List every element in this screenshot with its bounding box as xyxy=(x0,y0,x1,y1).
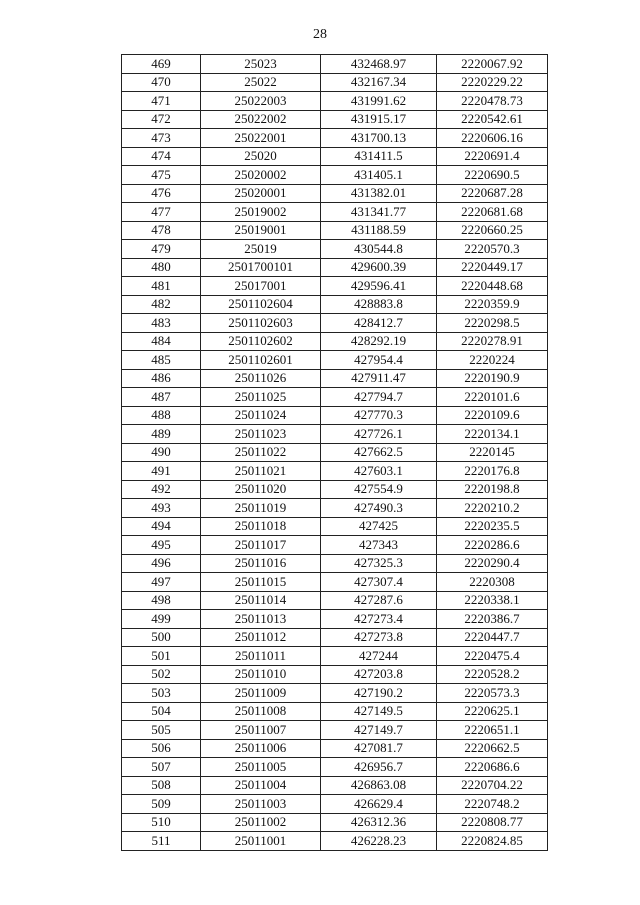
table-row xyxy=(122,258,548,277)
point-id-cell: 25011008 xyxy=(201,702,321,721)
x-coordinate-cell: 426629.4 xyxy=(321,795,437,814)
x-coordinate-cell: 427554.9 xyxy=(321,480,437,499)
x-coordinate-cell: 427662.5 xyxy=(321,443,437,462)
x-coordinate-cell: 431991.62 xyxy=(321,92,437,111)
table-row xyxy=(122,721,548,740)
point-id-cell: 25011017 xyxy=(201,536,321,555)
point-id-cell: 25011002 xyxy=(201,813,321,832)
y-coordinate-cell: 2220808.77 xyxy=(437,813,548,832)
table-row xyxy=(122,129,548,148)
x-coordinate-cell: 431188.59 xyxy=(321,221,437,240)
table-row xyxy=(122,221,548,240)
row-number-cell: 491 xyxy=(122,462,201,481)
row-number-cell: 494 xyxy=(122,517,201,536)
point-id-cell: 2501102604 xyxy=(201,295,321,314)
row-number-cell: 485 xyxy=(122,351,201,370)
y-coordinate-cell: 2220651.1 xyxy=(437,721,548,740)
y-coordinate-cell: 2220447.7 xyxy=(437,628,548,647)
table-row xyxy=(122,647,548,666)
point-id-cell: 25022003 xyxy=(201,92,321,111)
table-row xyxy=(122,776,548,795)
row-number-cell: 490 xyxy=(122,443,201,462)
x-coordinate-cell: 430544.8 xyxy=(321,240,437,259)
y-coordinate-cell: 2220824.85 xyxy=(437,832,548,851)
table-row xyxy=(122,369,548,388)
x-coordinate-cell: 432167.34 xyxy=(321,73,437,92)
y-coordinate-cell: 2220145 xyxy=(437,443,548,462)
y-coordinate-cell: 2220338.1 xyxy=(437,591,548,610)
y-coordinate-cell: 2220687.28 xyxy=(437,184,548,203)
point-id-cell: 25011021 xyxy=(201,462,321,481)
y-coordinate-cell: 2220475.4 xyxy=(437,647,548,666)
table-row xyxy=(122,277,548,296)
row-number-cell: 502 xyxy=(122,665,201,684)
row-number-cell: 488 xyxy=(122,406,201,425)
y-coordinate-cell: 2220686.6 xyxy=(437,758,548,777)
y-coordinate-cell: 2220691.4 xyxy=(437,147,548,166)
row-number-cell: 474 xyxy=(122,147,201,166)
table-row xyxy=(122,147,548,166)
row-number-cell: 473 xyxy=(122,129,201,148)
x-coordinate-cell: 431411.5 xyxy=(321,147,437,166)
x-coordinate-cell: 431341.77 xyxy=(321,203,437,222)
table-row xyxy=(122,406,548,425)
point-id-cell: 25011006 xyxy=(201,739,321,758)
row-number-cell: 493 xyxy=(122,499,201,518)
point-id-cell: 25011024 xyxy=(201,406,321,425)
row-number-cell: 480 xyxy=(122,258,201,277)
row-number-cell: 482 xyxy=(122,295,201,314)
y-coordinate-cell: 2220542.61 xyxy=(437,110,548,129)
y-coordinate-cell: 2220681.68 xyxy=(437,203,548,222)
table-row xyxy=(122,610,548,629)
row-number-cell: 470 xyxy=(122,73,201,92)
table-row xyxy=(122,295,548,314)
table-row xyxy=(122,628,548,647)
x-coordinate-cell: 427149.5 xyxy=(321,702,437,721)
x-coordinate-cell: 426312.36 xyxy=(321,813,437,832)
table-row xyxy=(122,536,548,555)
x-coordinate-cell: 428292.19 xyxy=(321,332,437,351)
table-row xyxy=(122,351,548,370)
x-coordinate-cell: 427081.7 xyxy=(321,739,437,758)
point-id-cell: 25011001 xyxy=(201,832,321,851)
point-id-cell: 25022002 xyxy=(201,110,321,129)
y-coordinate-cell: 2220448.68 xyxy=(437,277,548,296)
row-number-cell: 501 xyxy=(122,647,201,666)
x-coordinate-cell: 428883.8 xyxy=(321,295,437,314)
y-coordinate-cell: 2220134.1 xyxy=(437,425,548,444)
table-row xyxy=(122,813,548,832)
x-coordinate-cell: 428412.7 xyxy=(321,314,437,333)
row-number-cell: 507 xyxy=(122,758,201,777)
point-id-cell: 25011009 xyxy=(201,684,321,703)
table-row xyxy=(122,591,548,610)
table-row xyxy=(122,203,548,222)
table-row xyxy=(122,332,548,351)
x-coordinate-cell: 429596.41 xyxy=(321,277,437,296)
x-coordinate-cell: 427343 xyxy=(321,536,437,555)
y-coordinate-cell: 2220704.22 xyxy=(437,776,548,795)
x-coordinate-cell: 427307.4 xyxy=(321,573,437,592)
point-id-cell: 2501102602 xyxy=(201,332,321,351)
x-coordinate-cell: 427325.3 xyxy=(321,554,437,573)
row-number-cell: 476 xyxy=(122,184,201,203)
table-row xyxy=(122,739,548,758)
table-row xyxy=(122,480,548,499)
row-number-cell: 484 xyxy=(122,332,201,351)
table-row xyxy=(122,110,548,129)
y-coordinate-cell: 2220290.4 xyxy=(437,554,548,573)
row-number-cell: 505 xyxy=(122,721,201,740)
y-coordinate-cell: 2220606.16 xyxy=(437,129,548,148)
y-coordinate-cell: 2220210.2 xyxy=(437,499,548,518)
point-id-cell: 25011026 xyxy=(201,369,321,388)
row-number-cell: 511 xyxy=(122,832,201,851)
x-coordinate-cell: 427954.4 xyxy=(321,351,437,370)
point-id-cell: 25011019 xyxy=(201,499,321,518)
y-coordinate-cell: 2220286.6 xyxy=(437,536,548,555)
x-coordinate-cell: 427794.7 xyxy=(321,388,437,407)
x-coordinate-cell: 427273.8 xyxy=(321,628,437,647)
table-row xyxy=(122,665,548,684)
y-coordinate-cell: 2220067.92 xyxy=(437,55,548,74)
y-coordinate-cell: 2220625.1 xyxy=(437,702,548,721)
point-id-cell: 25011025 xyxy=(201,388,321,407)
table-row xyxy=(122,73,548,92)
table-row xyxy=(122,573,548,592)
row-number-cell: 486 xyxy=(122,369,201,388)
point-id-cell: 25011010 xyxy=(201,665,321,684)
y-coordinate-cell: 2220224 xyxy=(437,351,548,370)
x-coordinate-cell: 427603.1 xyxy=(321,462,437,481)
point-id-cell: 25011011 xyxy=(201,647,321,666)
y-coordinate-cell: 2220278.91 xyxy=(437,332,548,351)
row-number-cell: 475 xyxy=(122,166,201,185)
y-coordinate-cell: 2220690.5 xyxy=(437,166,548,185)
point-id-cell: 25020001 xyxy=(201,184,321,203)
row-number-cell: 510 xyxy=(122,813,201,832)
table-row xyxy=(122,166,548,185)
point-id-cell: 25019 xyxy=(201,240,321,259)
point-id-cell: 25011004 xyxy=(201,776,321,795)
point-id-cell: 25011018 xyxy=(201,517,321,536)
point-id-cell: 25017001 xyxy=(201,277,321,296)
table-row xyxy=(122,499,548,518)
row-number-cell: 481 xyxy=(122,277,201,296)
y-coordinate-cell: 2220660.25 xyxy=(437,221,548,240)
point-id-cell: 25011022 xyxy=(201,443,321,462)
x-coordinate-cell: 431700.13 xyxy=(321,129,437,148)
row-number-cell: 487 xyxy=(122,388,201,407)
x-coordinate-cell: 427273.4 xyxy=(321,610,437,629)
x-coordinate-cell: 431915.17 xyxy=(321,110,437,129)
table-row xyxy=(122,684,548,703)
row-number-cell: 495 xyxy=(122,536,201,555)
row-number-cell: 504 xyxy=(122,702,201,721)
x-coordinate-cell: 427770.3 xyxy=(321,406,437,425)
table-row xyxy=(122,554,548,573)
point-id-cell: 25011014 xyxy=(201,591,321,610)
point-id-cell: 25011023 xyxy=(201,425,321,444)
point-id-cell: 25011015 xyxy=(201,573,321,592)
table-row xyxy=(122,517,548,536)
row-number-cell: 503 xyxy=(122,684,201,703)
table-row xyxy=(122,184,548,203)
point-id-cell: 25019001 xyxy=(201,221,321,240)
x-coordinate-cell: 431405.1 xyxy=(321,166,437,185)
x-coordinate-cell: 427490.3 xyxy=(321,499,437,518)
row-number-cell: 499 xyxy=(122,610,201,629)
point-id-cell: 25023 xyxy=(201,55,321,74)
point-id-cell: 25020 xyxy=(201,147,321,166)
point-id-cell: 25022 xyxy=(201,73,321,92)
y-coordinate-cell: 2220449.17 xyxy=(437,258,548,277)
x-coordinate-cell: 426956.7 xyxy=(321,758,437,777)
point-id-cell: 25011016 xyxy=(201,554,321,573)
row-number-cell: 509 xyxy=(122,795,201,814)
y-coordinate-cell: 2220308 xyxy=(437,573,548,592)
row-number-cell: 492 xyxy=(122,480,201,499)
x-coordinate-cell: 427244 xyxy=(321,647,437,666)
point-id-cell: 25020002 xyxy=(201,166,321,185)
coordinates-table xyxy=(121,54,548,851)
row-number-cell: 506 xyxy=(122,739,201,758)
y-coordinate-cell: 2220298.5 xyxy=(437,314,548,333)
y-coordinate-cell: 2220570.3 xyxy=(437,240,548,259)
point-id-cell: 25019002 xyxy=(201,203,321,222)
y-coordinate-cell: 2220478.73 xyxy=(437,92,548,111)
point-id-cell: 25011020 xyxy=(201,480,321,499)
x-coordinate-cell: 432468.97 xyxy=(321,55,437,74)
x-coordinate-cell: 427203.8 xyxy=(321,665,437,684)
row-number-cell: 489 xyxy=(122,425,201,444)
point-id-cell: 25011007 xyxy=(201,721,321,740)
table-row xyxy=(122,443,548,462)
row-number-cell: 478 xyxy=(122,221,201,240)
table-row xyxy=(122,832,548,851)
point-id-cell: 25011005 xyxy=(201,758,321,777)
page-number: 28 xyxy=(313,27,327,42)
x-coordinate-cell: 427911.47 xyxy=(321,369,437,388)
y-coordinate-cell: 2220229.22 xyxy=(437,73,548,92)
point-id-cell: 2501102603 xyxy=(201,314,321,333)
point-id-cell: 25011012 xyxy=(201,628,321,647)
table-row xyxy=(122,425,548,444)
y-coordinate-cell: 2220235.5 xyxy=(437,517,548,536)
y-coordinate-cell: 2220662.5 xyxy=(437,739,548,758)
x-coordinate-cell: 427726.1 xyxy=(321,425,437,444)
row-number-cell: 508 xyxy=(122,776,201,795)
x-coordinate-cell: 427287.6 xyxy=(321,591,437,610)
row-number-cell: 498 xyxy=(122,591,201,610)
row-number-cell: 496 xyxy=(122,554,201,573)
point-id-cell: 25011003 xyxy=(201,795,321,814)
y-coordinate-cell: 2220359.9 xyxy=(437,295,548,314)
y-coordinate-cell: 2220190.9 xyxy=(437,369,548,388)
table-row xyxy=(122,92,548,111)
x-coordinate-cell: 431382.01 xyxy=(321,184,437,203)
row-number-cell: 477 xyxy=(122,203,201,222)
coordinates-table-body xyxy=(122,55,548,851)
y-coordinate-cell: 2220198.8 xyxy=(437,480,548,499)
table-row xyxy=(122,240,548,259)
row-number-cell: 497 xyxy=(122,573,201,592)
table-row xyxy=(122,462,548,481)
y-coordinate-cell: 2220748.2 xyxy=(437,795,548,814)
x-coordinate-cell: 429600.39 xyxy=(321,258,437,277)
point-id-cell: 2501102601 xyxy=(201,351,321,370)
table-row xyxy=(122,758,548,777)
row-number-cell: 471 xyxy=(122,92,201,111)
table-row xyxy=(122,55,548,74)
y-coordinate-cell: 2220528.2 xyxy=(437,665,548,684)
x-coordinate-cell: 427149.7 xyxy=(321,721,437,740)
row-number-cell: 472 xyxy=(122,110,201,129)
row-number-cell: 469 xyxy=(122,55,201,74)
table-row xyxy=(122,388,548,407)
y-coordinate-cell: 2220109.6 xyxy=(437,406,548,425)
point-id-cell: 25011013 xyxy=(201,610,321,629)
table-row xyxy=(122,795,548,814)
row-number-cell: 479 xyxy=(122,240,201,259)
x-coordinate-cell: 426863.08 xyxy=(321,776,437,795)
x-coordinate-cell: 427425 xyxy=(321,517,437,536)
y-coordinate-cell: 2220573.3 xyxy=(437,684,548,703)
row-number-cell: 483 xyxy=(122,314,201,333)
point-id-cell: 25022001 xyxy=(201,129,321,148)
y-coordinate-cell: 2220386.7 xyxy=(437,610,548,629)
point-id-cell: 2501700101 xyxy=(201,258,321,277)
x-coordinate-cell: 427190.2 xyxy=(321,684,437,703)
table-row xyxy=(122,702,548,721)
x-coordinate-cell: 426228.23 xyxy=(321,832,437,851)
row-number-cell: 500 xyxy=(122,628,201,647)
y-coordinate-cell: 2220176.8 xyxy=(437,462,548,481)
table-row xyxy=(122,314,548,333)
y-coordinate-cell: 2220101.6 xyxy=(437,388,548,407)
